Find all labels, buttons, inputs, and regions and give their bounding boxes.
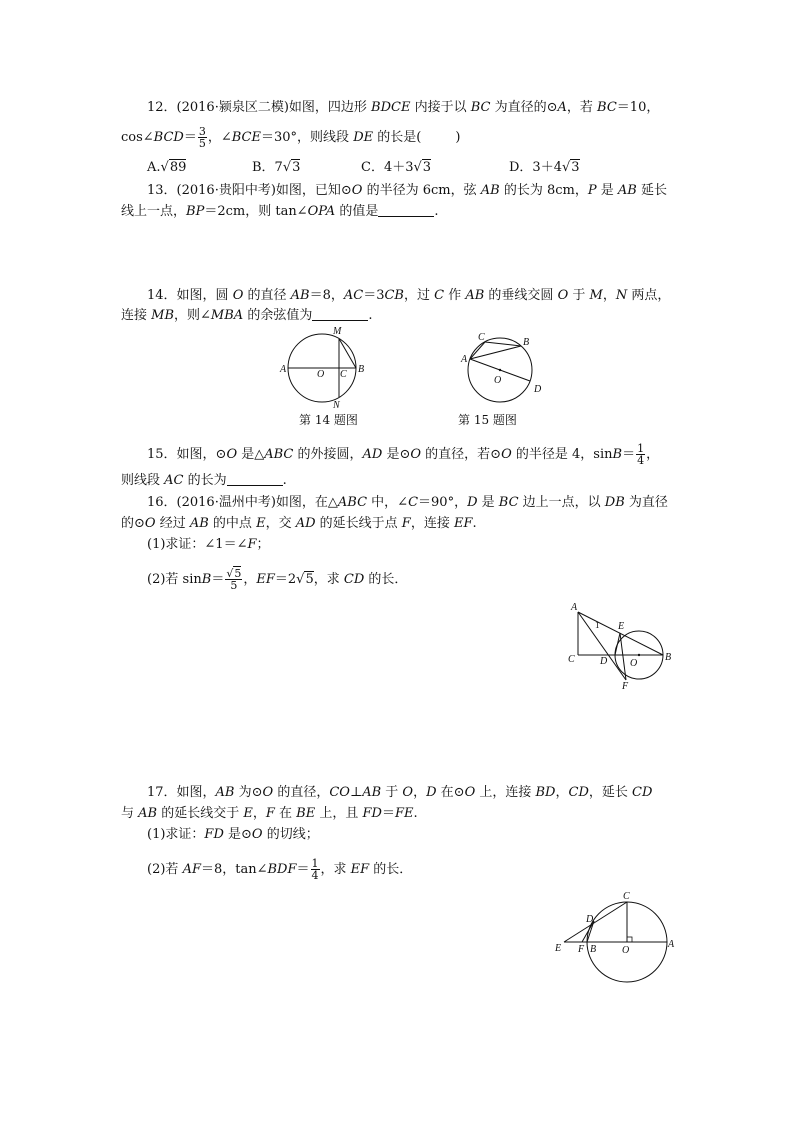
label-e: E xyxy=(618,621,625,632)
label-f: F xyxy=(622,681,629,692)
q17-part1: (1)求证：FD 是⊙O 的切线； xyxy=(147,827,319,842)
label-b: B xyxy=(590,944,597,955)
figure-14 xyxy=(280,322,380,412)
fig15-segment-ab xyxy=(470,346,521,359)
q13-line2: 线上一点，BP＝2cm，则 tan∠OPA 的值是 . xyxy=(121,204,439,219)
q16-part2: (2)若 sinB＝ $\frac{√5}{5}$ ，EF＝2√5，求 CD 的长． xyxy=(147,567,408,592)
fig16-segment-ed xyxy=(615,633,620,655)
label-a: A xyxy=(461,354,468,365)
q16-part1: (1)求证：∠1＝∠F； xyxy=(147,537,270,552)
option-b: B．7√3 xyxy=(252,160,301,175)
q17-line2: 与 AB 的延长线交于 E，F 在 BE 上，且 FD＝FE. xyxy=(121,806,418,821)
label-f: F xyxy=(578,944,585,955)
fraction: $\frac{√5}{5}$ xyxy=(226,567,242,592)
label-e: E xyxy=(555,943,562,954)
label-o: O xyxy=(494,375,502,386)
label-a: A xyxy=(571,602,578,613)
fig17-line-ec xyxy=(564,902,627,942)
fraction: $\frac{1}{4}$ xyxy=(311,857,319,882)
label-c: C xyxy=(340,369,347,380)
label-c: C xyxy=(478,332,485,343)
label-b: B xyxy=(523,337,530,348)
q12-line1: 12．(2016·颍泉区二模)如图，四边形 BDCE 内接于以 BC 为直径的⊙A，若 BC＝10， xyxy=(147,100,660,115)
option-a: A.√89 xyxy=(147,160,187,175)
figure-15 xyxy=(458,330,558,410)
q14-line2: 连接 MB，则∠MBA 的余弦值为 . xyxy=(121,308,373,323)
label-c: C xyxy=(623,891,630,902)
fig17-right-angle-mark xyxy=(627,937,632,942)
fig14-segment-mb xyxy=(339,339,356,368)
label-o: O xyxy=(317,369,325,380)
q16-line2: 的⊙O 经过 AB 的中点 E，交 AD 的延长线于点 F，连接 EF. xyxy=(121,516,477,531)
label-o: O xyxy=(622,945,630,956)
q17-line1: 17．如图，AB 为⊙O 的直径，CO⊥AB 于 O，D 在⊙O 上，连接 BD，CD，延长 CD xyxy=(147,785,653,800)
figure-15-caption: 第 15 题图 xyxy=(458,413,517,427)
label-d: D xyxy=(600,656,608,667)
option-d: D．3＋4√3 xyxy=(509,160,580,175)
figure-14-caption: 第 14 题图 xyxy=(299,413,358,427)
label-a: A xyxy=(668,939,675,950)
q16-line1: 16．(2016·温州中考)如图，在△ABC 中，∠C＝90°，D 是 BC 边上一点，以 DB 为直径 xyxy=(147,495,668,510)
q12-options xyxy=(147,159,580,177)
fig15-center-dot xyxy=(499,369,501,371)
label-d: D xyxy=(586,914,594,925)
fig15-segment-ac xyxy=(470,342,485,359)
label-b: B xyxy=(665,652,672,663)
fig16-center-dot xyxy=(638,654,640,656)
q15-line1: 15．如图，⊙O 是△ABC 的外接圆，AD 是⊙O 的直径，若⊙O 的半径是 4，sinB＝ $\frac{1}{4}$ ， xyxy=(147,442,660,467)
label-angle-1: 1 xyxy=(595,620,600,630)
fraction: $\frac{1}{4}$ xyxy=(637,442,645,467)
q12-line2: cos∠BCD＝ $\frac{3}{5}$ ，∠BCE＝30°，则线段 DE 的长是( ) xyxy=(121,125,461,150)
label-d: D xyxy=(534,384,542,395)
answer-blank[interactable] xyxy=(227,473,283,486)
fraction: $\frac{3}{5}$ xyxy=(198,125,206,150)
figure-17 xyxy=(552,890,682,982)
q13-line1: 13．(2016·贵阳中考)如图，已知⊙O 的半径为 6cm，弦 AB 的长为 8cm，P 是 AB 延长 xyxy=(147,183,667,198)
label-b: B xyxy=(358,364,365,375)
label-c: C xyxy=(568,654,575,665)
q15-line2: 则线段 AC 的长为 . xyxy=(121,473,287,488)
label-m: M xyxy=(333,326,342,337)
q14-line1: 14．如图，圆 O 的直径 AB＝8，AC＝3CB，过 C 作 AB 的垂线交圆 O 于 M，N 两点， xyxy=(147,288,671,303)
q17-part2: (2)若 AF＝8，tan∠BDF＝ $\frac{1}{4}$ ，求 EF 的长． xyxy=(147,857,413,882)
answer-blank[interactable] xyxy=(378,204,434,217)
label-o: O xyxy=(630,658,638,669)
option-c: C．4＋3√3 xyxy=(361,160,432,175)
figure-16 xyxy=(568,600,688,690)
label-a: A xyxy=(280,364,287,375)
answer-blank[interactable] xyxy=(312,308,368,321)
label-n: N xyxy=(333,400,340,411)
